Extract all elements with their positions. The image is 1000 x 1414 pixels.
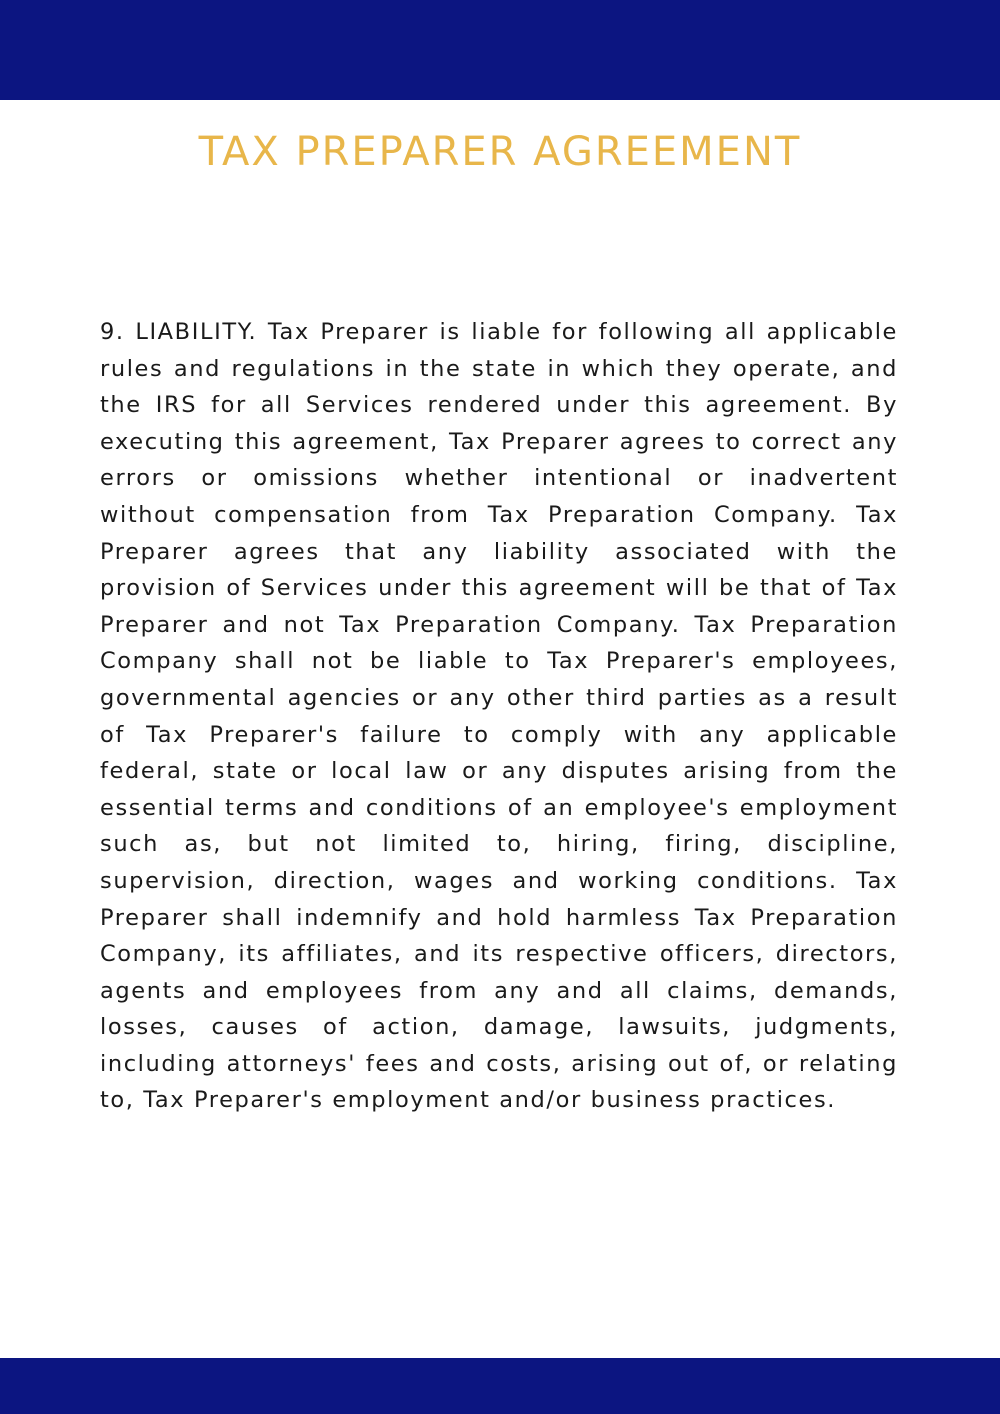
footer-band — [0, 1358, 1000, 1414]
document-title: TAX PREPARER AGREEMENT — [198, 129, 802, 175]
header-band — [0, 0, 1000, 100]
liability-clause-paragraph: 9. LIABILITY. Tax Preparer is liable for following all applicable rules and regulations in the state in which they operate, and the IRS for all Services rendered under this agreement. By executing this agreement, Tax Preparer agrees to correct any errors or omissions whether intentional or inadvertent without compensation from Tax Preparation Company. Tax Preparer agrees that any liability associated with the provision of Services under this agreement will be that of Tax Preparer and not Tax Preparation Company. Tax Preparation Company shall not be liable to Tax Preparer's employees, governmental agencies or any other third parties as a result of Tax Preparer's failure to comply with any applicable federal, state or local law or any disputes arising from the essential terms and conditions of an employee's employment such as, but not limited to, hiring, firing, discipline, supervision, direction, wages and working conditions. Tax Preparer shall indemnify and hold harmless Tax Preparation Company, its affiliates, and its respective officers, directors, agents and employees from any and all claims, demands, losses, causes of action, damage, lawsuits, judgments, including attorneys' fees and costs, arising out of, or relating to, Tax Preparer's employment and/or business practices. — [100, 319, 898, 1114]
